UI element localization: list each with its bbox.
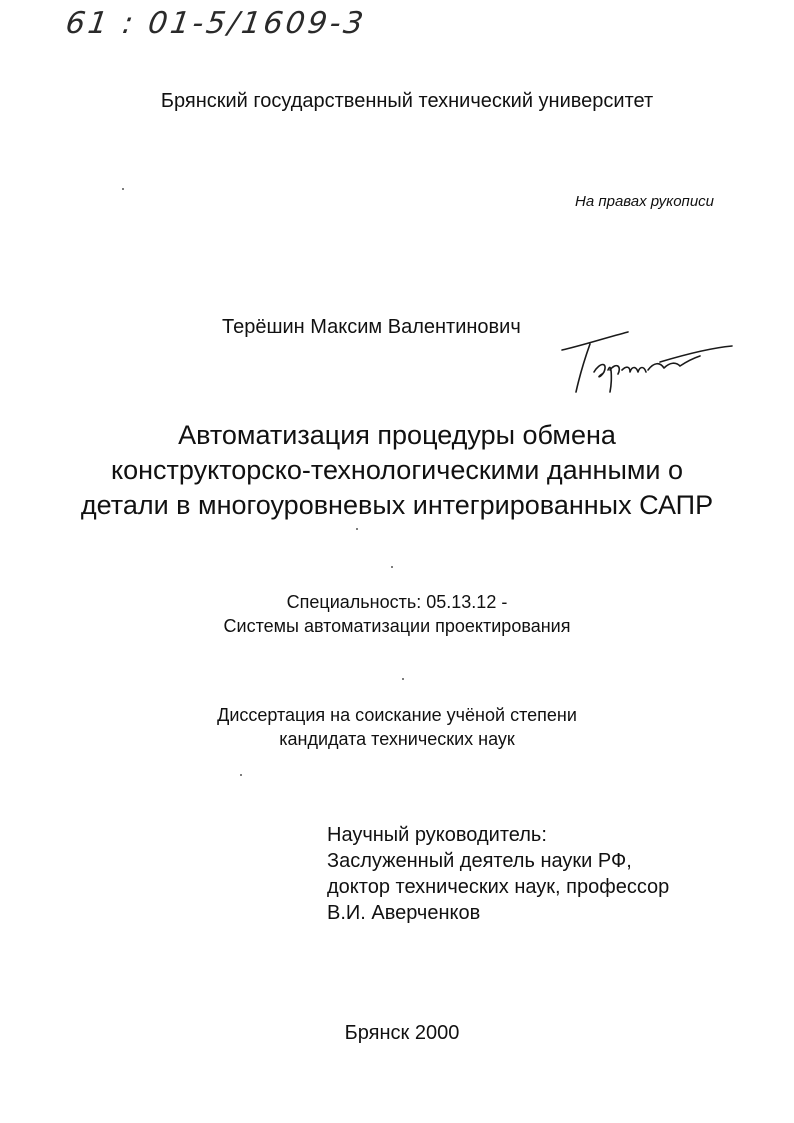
author-name: Терёшин Максим Валентинович (222, 316, 521, 338)
advisor-line: Заслуженный деятель науки РФ, (327, 850, 632, 872)
degree-line: Диссертация на соискание учёной степени (217, 705, 577, 725)
advisor-line: доктор технических наук, профессор (327, 876, 670, 898)
scan-speck (240, 774, 242, 776)
rights-notice: На правах рукописи (575, 193, 714, 210)
scan-speck (391, 566, 393, 568)
specialty-name: Системы автоматизации проектирования (223, 616, 571, 636)
specialty-code: Специальность: 05.13.12 - (286, 592, 508, 612)
title-line: детали в многоуровневых интегрированных САПР (80, 490, 714, 520)
specialty-block (0, 590, 794, 638)
author-signature (560, 322, 740, 402)
advisor-block (327, 822, 669, 926)
title-line: Автоматизация процедуры обмена (178, 420, 616, 450)
dissertation-title (0, 418, 794, 523)
archive-stamp: 61 : 01-5/1609-3 (63, 6, 369, 41)
scan-speck (356, 528, 358, 530)
title-line: конструкторско-технологическими данными о (110, 455, 684, 485)
advisor-heading: Научный руководитель: (327, 824, 547, 846)
scan-speck (402, 678, 404, 680)
university-name: Брянский государственный технический университет (160, 90, 654, 112)
advisor-name: В.И. Аверченков (327, 902, 481, 924)
degree-block (0, 703, 794, 751)
degree-line: кандидата технических наук (279, 729, 515, 749)
scan-speck (122, 188, 124, 190)
city-year: Брянск 2000 (344, 1022, 460, 1044)
